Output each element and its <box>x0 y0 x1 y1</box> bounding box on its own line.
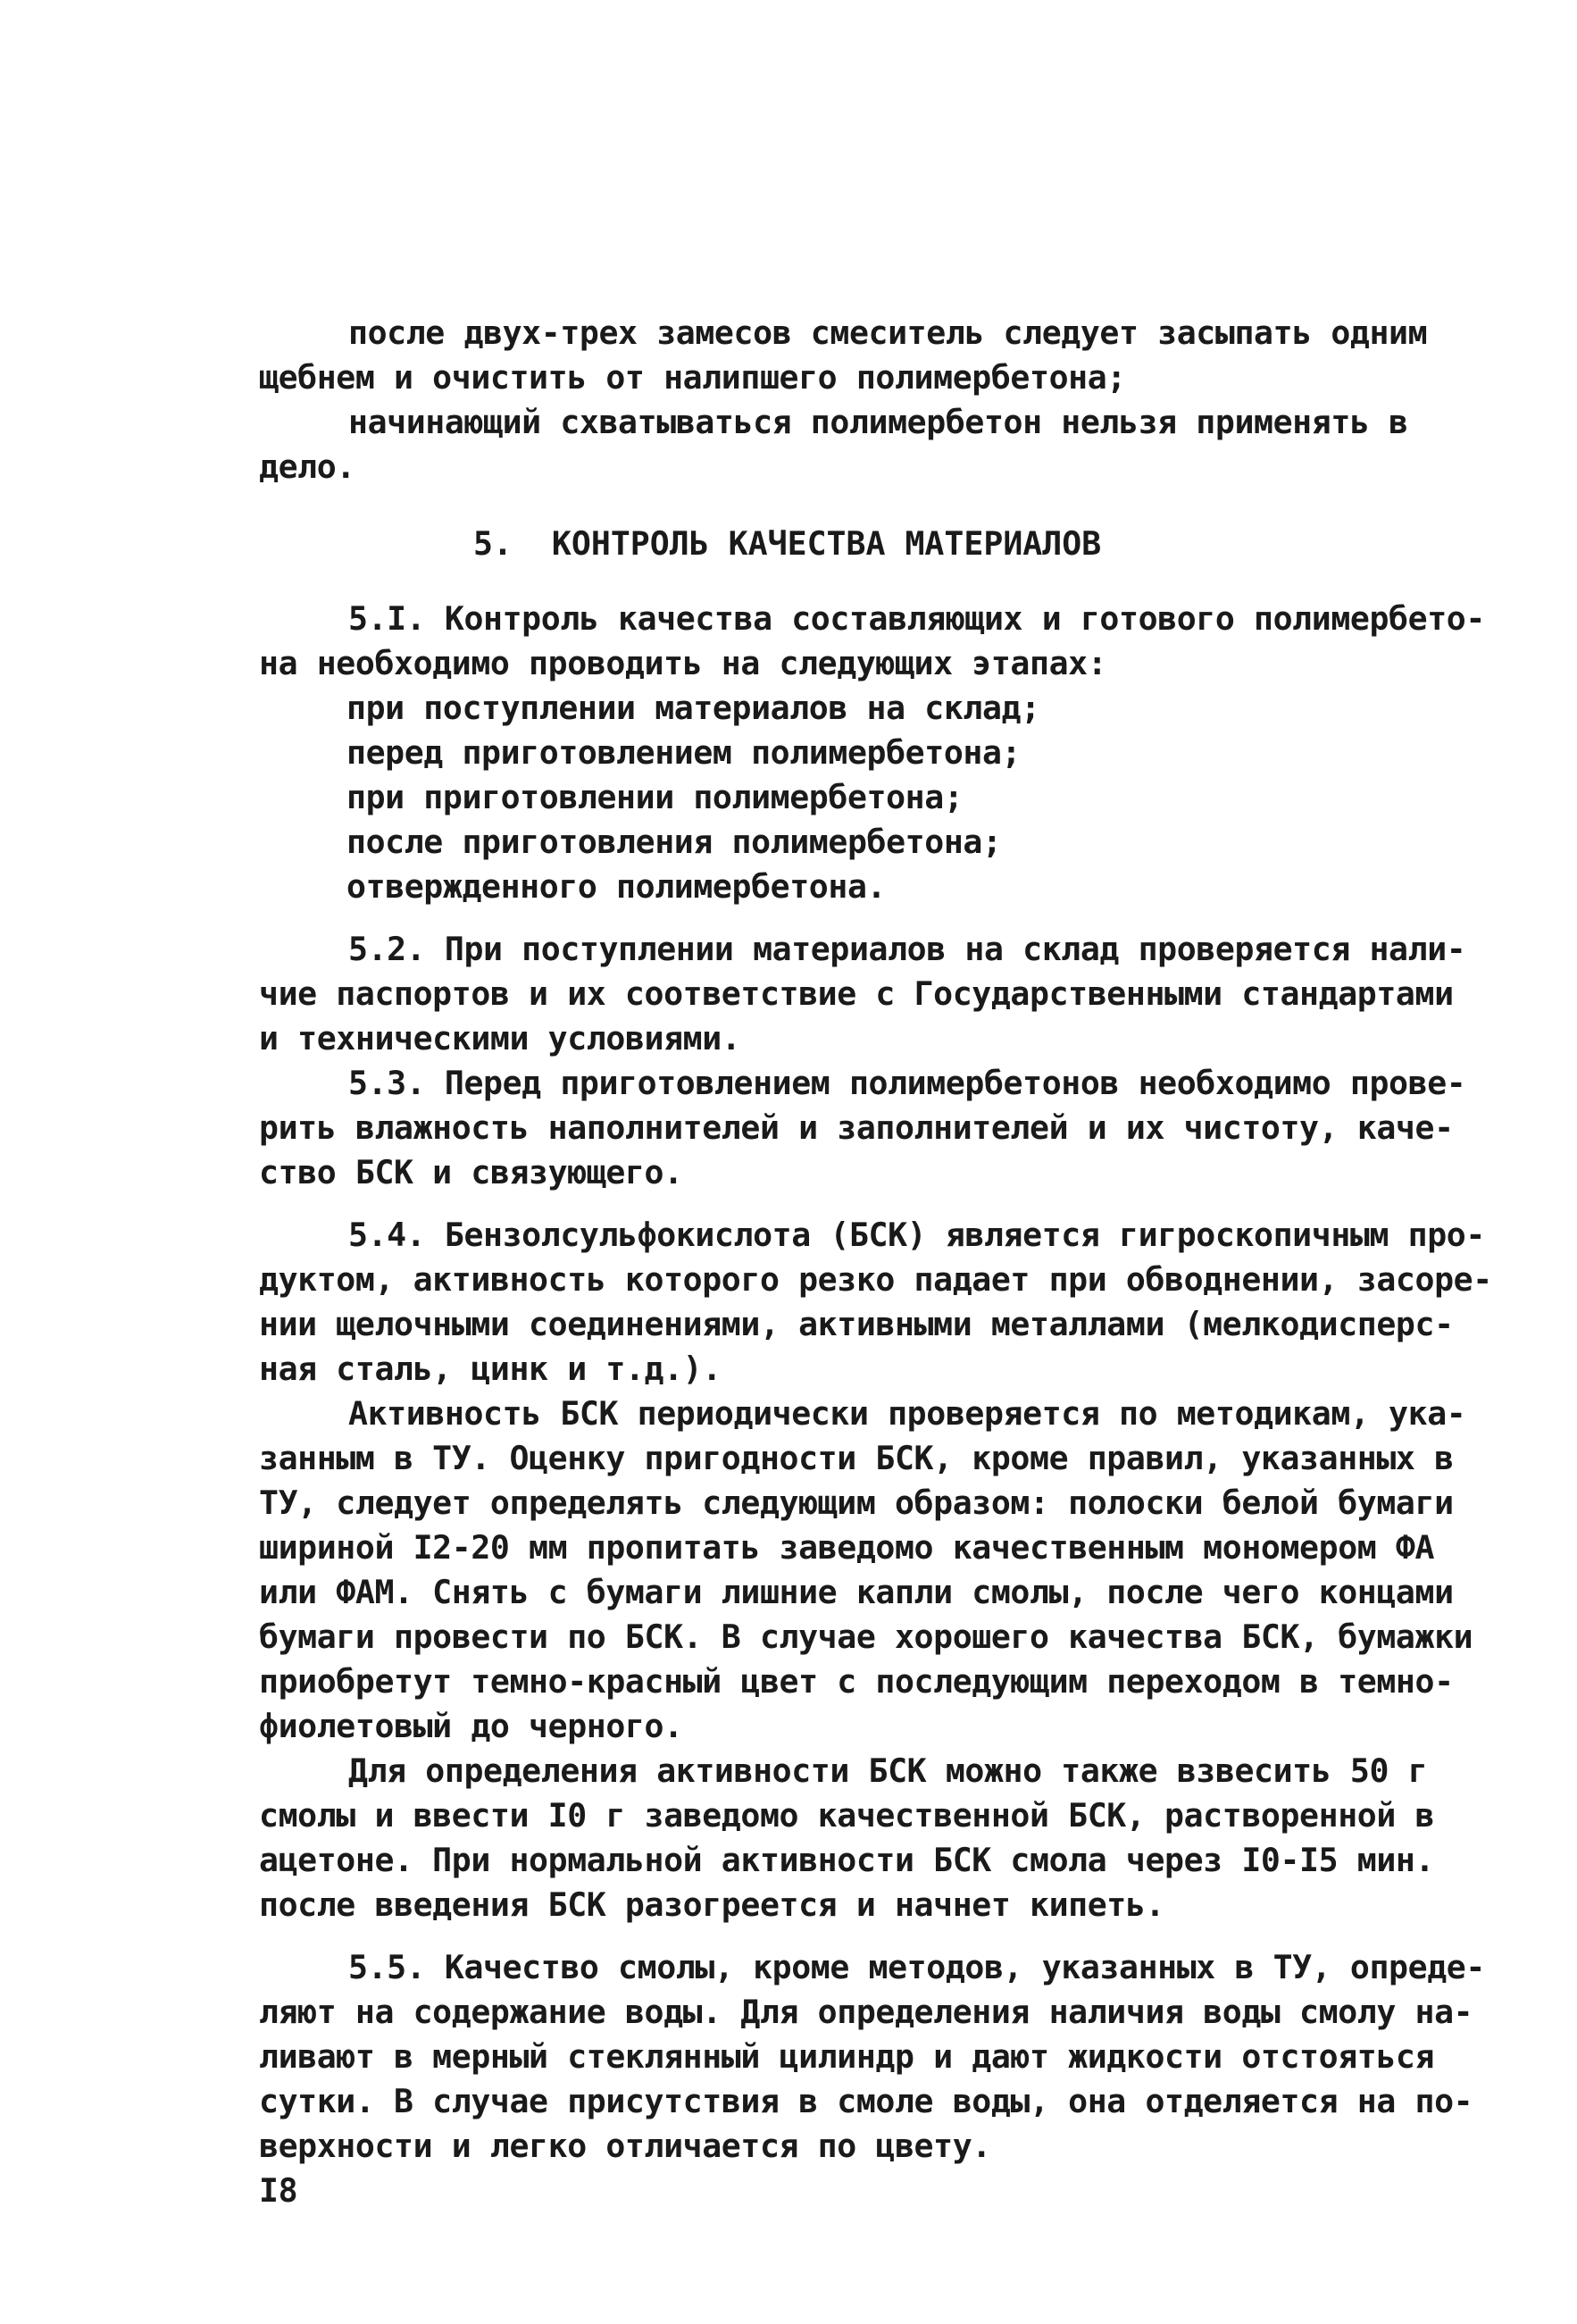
list-item: отвержденного полимербетона. <box>346 867 887 906</box>
text-line: на необходимо проводить на следующих этапах: <box>259 644 1107 682</box>
list-item: после приготовления полимербетона; <box>346 823 1002 861</box>
text-line: смолы и ввести I0 г заведомо качественной БСК, растворенной в <box>259 1796 1435 1835</box>
text-line: Для определения активности БСК можно также взвесить 50 г <box>348 1751 1428 1790</box>
text-line: 5.5. Качество смолы, кроме методов, указанных в ТУ, опреде- <box>348 1948 1485 1986</box>
text-line: верхности и легко отличается по цвету. <box>259 2127 991 2165</box>
list-item: при поступлении материалов на склад; <box>346 689 1040 727</box>
list-item: перед приготовлением полимербетона; <box>346 733 1022 772</box>
text-line: 5.4. Бензолсульфокислота (БСК) является гигроскопичным про- <box>348 1216 1485 1254</box>
text-line: занным в ТУ. Оценку пригодности БСК, кроме правил, указанных в <box>259 1439 1454 1477</box>
text-line: сутки. В случае присутствия в смоле воды, она отделяется на по- <box>259 2082 1473 2120</box>
text-line: или ФАМ. Снять с бумаги лишние капли смолы, после чего концами <box>259 1573 1454 1611</box>
text-line: щебнем и очистить от налипшего полимербетона; <box>259 358 1126 397</box>
text-line: дуктом, активность которого резко падает при обводнении, засоре- <box>259 1260 1492 1299</box>
text-line: 5.3. Перед приготовлением полимербетонов необходимо прове- <box>348 1064 1466 1102</box>
section-heading: 5. КОНТРОЛЬ КАЧЕСТВА МАТЕРИАЛОВ <box>473 524 1102 563</box>
text-line: приобретут темно-красный цвет с последующим переходом в темно- <box>259 1662 1454 1701</box>
text-line: дело. <box>259 447 355 486</box>
text-line: ливают в мерный стеклянный цилиндр и дают жидкости отстояться <box>259 2037 1435 2076</box>
text-line: и техническими условиями. <box>259 1019 741 1058</box>
text-line: 5.I. Контроль качества составляющих и готового полимербето- <box>348 599 1485 638</box>
text-line: начинающий схватываться полимербетон нельзя применять в <box>348 403 1408 441</box>
text-line: бумаги провести по БСК. В случае хорошего качества БСК, бумажки <box>259 1618 1473 1656</box>
list-item: при приготовлении полимербетона; <box>346 778 964 816</box>
text-line: рить влажность наполнителей и заполнителей и их чистоту, каче- <box>259 1108 1454 1147</box>
text-line: ство БСК и связующего. <box>259 1153 683 1191</box>
text-line: фиолетовый до черного. <box>259 1707 683 1745</box>
text-line: ацетоне. При нормальной активности БСК смола через I0-I5 мин. <box>259 1841 1435 1879</box>
text-line: Активность БСК периодически проверяется по методикам, ука- <box>348 1394 1466 1433</box>
text-line: шириной I2-20 мм пропитать заведомо качественным мономером ФА <box>259 1528 1435 1567</box>
text-line: 5.2. При поступлении материалов на склад проверяется нали- <box>348 930 1466 968</box>
text-line: ТУ, следует определять следующим образом: полоски белой бумаги <box>259 1484 1454 1522</box>
text-line: после введения БСК разогреется и начнет кипеть. <box>259 1885 1165 1924</box>
text-line: нии щелочными соединениями, активными металлами (мелкодисперс- <box>259 1305 1454 1343</box>
text-line: после двух-трех замесов смеситель следует засыпать одним <box>348 313 1428 352</box>
text-line: ная сталь, цинк и т.д.). <box>259 1350 722 1388</box>
text-line: чие паспортов и их соответствие с Государственными стандартами <box>259 974 1454 1013</box>
page-number: I8 <box>259 2171 298 2210</box>
text-line: ляют на содержание воды. Для определения наличия воды смолу на- <box>259 1993 1473 2031</box>
